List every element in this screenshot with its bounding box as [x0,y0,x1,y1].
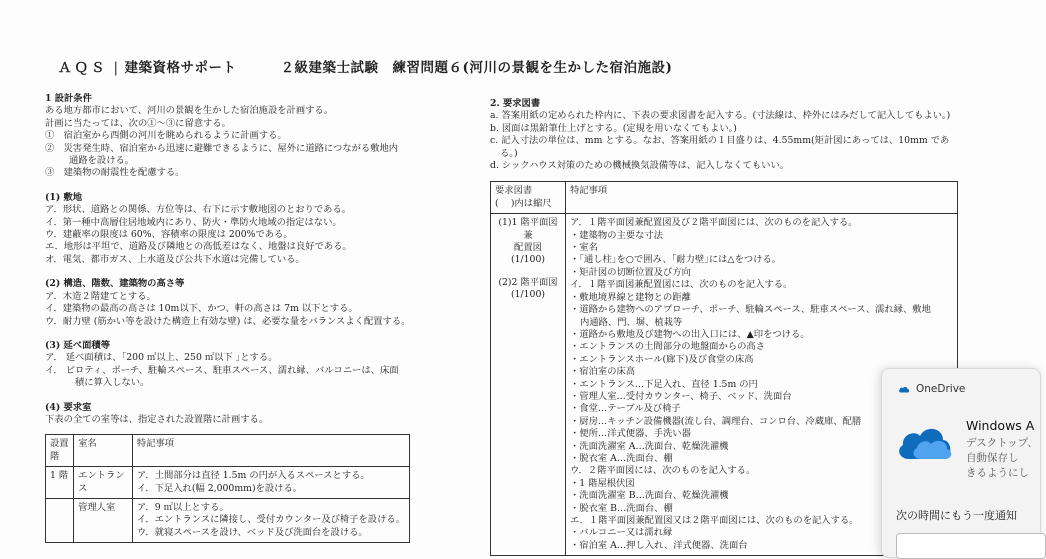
section-rooms-title: (4) 要求室 [45,401,92,413]
drawing-name: (2)2 階平面図 [498,276,558,288]
note-line: 内通路、門、塀、植栽等 [580,316,683,328]
design-line: 計画に当たっては、次の①～③に留意する。 [45,117,231,129]
room-notes [132,467,409,499]
drawing-scale: (1/100) [510,289,546,301]
header-special-notes: 特記事項 [566,182,958,214]
structure-line: ウ．耐力壁 (筋かい等を設けた構造上有効な壁) は、必要な量をバランスよく配置する。 [45,315,411,327]
note-line: ・脱衣室 B…洗面台、棚 [570,502,673,514]
drawing-cell [491,214,566,556]
design-item: ③ 建築物の耐震性を配慮する。 [45,167,185,179]
notification-body-line: 自動保存し [966,452,1019,464]
required-item: c. 記入寸法の単位は、mm とする。なお、答案用紙の１目盛りは、4.55mm(矩計図にあっては、10mm であ [490,135,950,147]
note-line: ・矩計図の切断位置及び方向 [570,266,691,278]
note-line: ・｢通し柱｣を○で囲み、｢耐力壁｣には△をつける。 [570,254,782,266]
left-column [45,93,445,543]
remind-again-label: 次の時間にもう一度通知 [896,509,1017,522]
note-line: ア．土間部分は直径 1.5m の円が入るスペースとする。 [136,470,370,482]
header-scale-label: ( )内は縮尺 [495,197,552,209]
structure-line: ア．木造２階建てとする。 [45,290,156,302]
area-line-cont: 積に算入しない。 [75,377,150,389]
site-line: ア．形状、道路との関係、方位等は、右下に示す敷地図のとおりである。 [45,204,352,216]
rooms-intro: 下表の全ての室等は、指定された設置階に計画する。 [45,413,269,425]
required-item: b. 図面は黒鉛筆仕上げとする。(定規を用いなくてもよい。) [490,122,737,134]
section-required-drawings-title: 2. 要求図書 [490,98,541,109]
exam-title: ２級建築士試験 練習問題６(河川の景観を生かした宿泊施設) [280,60,673,76]
remind-time-select[interactable] [896,533,1046,559]
structure-line: イ．建築物の最高の高さは 10m以下、かつ、軒の高さは 7m 以下とする。 [45,303,358,315]
note-line: ・脱衣室 A…洗面台、棚 [570,452,673,464]
section-design-conditions-title: 1 設計条件 [45,93,92,104]
note-line: ア．１階平面図兼配置図及び２階平面図には、次のものを記入する。 [570,217,858,229]
note-line: ・道路から建物へのアプローチ、ポーチ、駐輪スペース、駐車スペース、濡れ縁、敷地 [570,304,931,316]
notification-header [898,383,965,395]
table-header-row [46,435,410,467]
note-line: ・敷地境界線と建物との距離 [570,291,691,303]
note-line: ウ．２階平面図には、次のものを記入する。 [570,465,756,477]
note-line: ・バルコニー又は濡れ縁 [570,527,673,539]
note-line: ・食堂…テーブル及び椅子 [570,403,681,415]
note-line: ・洗面洗濯室 B…洗面台、乾燥洗濯機 [570,490,729,502]
notification-body [966,436,1038,481]
drawing-name: 配置図 [514,242,542,254]
room-notes [132,498,409,542]
note-line: ・1 階屋根伏図 [570,477,635,489]
note-line: ・道路から敷地及び建物への出入口には、▲印をつける。 [570,328,810,340]
note-line: ・室名 [570,242,598,254]
note-line: ウ．就寝スペースを設け、ベッド及び洗面台を設ける。 [136,526,368,538]
required-item-cont: る。) [500,147,518,159]
note-line: ・エントランスの土間部分の地盤面からの高さ [570,341,765,353]
onedrive-notification[interactable] [881,368,1041,558]
note-line: ・便所…洋式便器、手洗い器 [570,428,691,440]
header-room: 室名 [74,435,133,467]
header-notes: 特記事項 [132,435,409,467]
site-line: オ．電気、都市ガス、上水道及び公共下水道は完備している。 [45,253,305,265]
onedrive-cloud-icon [895,421,953,461]
required-item: d. シックハウス対策のための機械換気設備等は、記入しなくてもいい。 [490,160,790,172]
drawing-name: (1)1 階平面図 [498,217,558,229]
room-floor [46,498,74,542]
drawing-name: 兼 [523,229,533,241]
note-line: ・宿泊室の床高 [570,366,636,378]
note-line: ・厨房…キッチン設備機器(流し台、調理台、コンロ台、冷蔵庫、配膳 [570,415,862,427]
site-line: エ．地形は平坦で、道路及び隣地との高低差はなく、地盤は良好である。 [45,241,352,253]
design-item: ② 災害発生時、宿泊室から迅速に避難できるように、屋外に道路につながる敷地内 [45,142,399,154]
site-name: 建築資格サポート [124,60,237,76]
note-line: ・エントランス…下足入れ、直径 1.5m の円 [570,378,758,390]
design-item: ① 宿泊室から西側の河川を眺められるように計画する。 [45,130,287,142]
notification-app-name: OneDrive [916,383,966,395]
required-item: a. 答案用紙の定められた枠内に、下表の要求図書を記入する。(寸法線は、枠外にはみだして記入してもよい。) [490,110,951,122]
document-title [58,56,672,76]
note-line: イ．エントランスに隣接し、受付カウンター及び椅子を設ける。 [136,514,405,526]
note-line: エ．１階平面図兼配置図又は２階平面図には、次のものを記入する。 [570,515,859,526]
note-line: ア．9 ㎡以上とする。 [136,501,229,513]
table-row [46,498,410,542]
header-drawing [491,182,566,214]
table-row [46,467,410,499]
section-site-title: (1) 敷地 [45,191,83,203]
note-line: ・管理人室…受付カウンター、椅子、ベッド、洗面台 [570,390,792,402]
note-line: イ．下足入れ(幅 2,000mm)を設ける。 [136,482,303,494]
area-line: ア． 延べ面積は、｢200 ㎡以上、250 ㎡以下 ｣とする。 [45,352,278,364]
onedrive-small-icon [898,385,910,393]
design-line: ある地方都市において、河川の景観を生かした宿泊施設を計画する。 [45,105,334,117]
note-line: ・宿泊室 A…押し入れ、洋式便器、洗面台 [570,539,748,551]
notification-body-line: デスクトップ、 [966,437,1038,449]
table-header-row [491,182,958,214]
room-name: エントランス [74,467,133,499]
site-line: ウ．建蔽率の限度は 60%、容積率の限度は 200%である。 [45,229,293,241]
header-floor: 設置階 [46,435,74,467]
area-line: イ． ピロティ、ポーチ、駐輪スペース、駐車スペース、濡れ縁、バルコニーは、床面 [45,364,399,376]
section-area-title: (3) 延べ面積等 [45,339,110,351]
notification-title: Windows A [966,418,1035,433]
drawing-scale: (1/100) [510,254,546,266]
header-drawing-label: 要求図書 [495,185,533,197]
site-line: イ．第一種中高層住居地域内にあり、防火・準防火地域の指定はない。 [45,216,342,228]
note-line: ・エントランスホール(廊下)及び食堂の床高 [570,353,754,365]
title-separator: | [113,60,119,76]
rooms-table [45,434,410,543]
note-line: ・洗面洗濯室 A…洗面台、乾燥洗濯機 [570,440,729,452]
room-name: 管理人室 [74,498,133,542]
room-floor: 1 階 [46,467,74,499]
brand-name: ＡＱＳ [58,60,108,76]
design-item-cont: 通路を設ける。 [69,155,135,167]
note-line: イ．１階平面図兼配置図には、次のものを記入する。 [570,279,793,291]
note-line: ・建築物の主要な寸法 [570,229,663,241]
section-structure-title: (2) 構造、階数、建築物の高さ等 [45,278,185,290]
notification-body-line: きるようにし [966,467,1029,479]
